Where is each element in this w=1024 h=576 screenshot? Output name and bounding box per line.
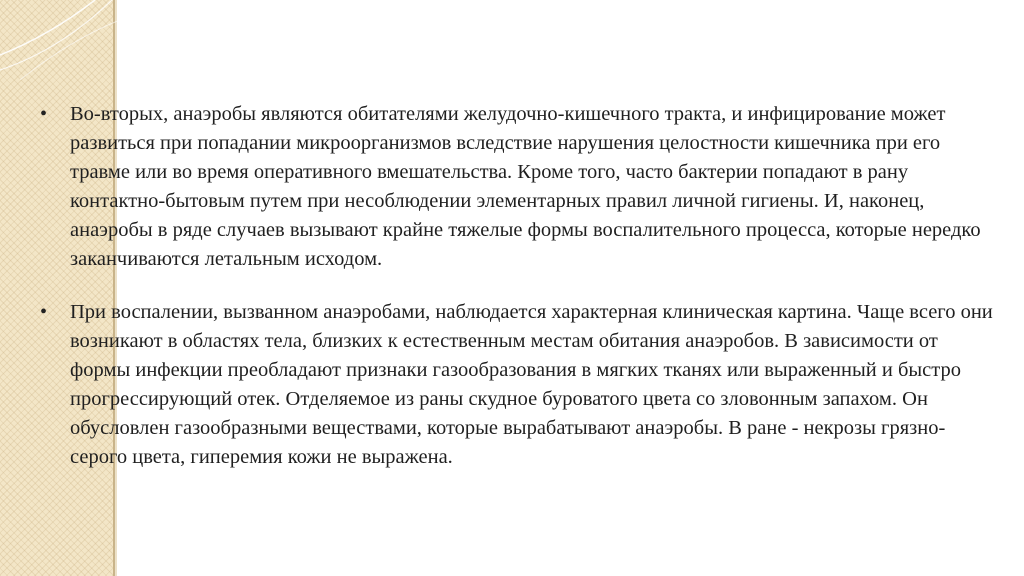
bullet-text: Во-вторых, анаэробы являются обитателями желудочно-кишечного тракта, и инфицирование может развиться при попадании микроорганизмов вследствие нарушения целостности кишечника при его травме или во время оперативного вмешательства. Кроме того, часто бактерии попадают в рану контактно-бытовым путем при несоблюдении элементарных правил личной гигиены. И, наконец, анаэробы в ряде случаев вызывают крайне тяжелые формы воспалительного процесса, которые нередко заканчиваются летальным исходом. — [70, 103, 981, 270]
bullet-marker: • — [40, 103, 48, 125]
slide-content — [40, 100, 1000, 496]
bullet-item-1 — [40, 100, 1000, 274]
decorative-curves-icon — [0, 0, 120, 80]
bullet-marker: • — [40, 301, 48, 323]
bullet-text: При воспалении, вызванном анаэробами, наблюдается характерная клиническая картина. Чаще всего они возникают в областях тела, близких к естественным местам обитания анаэробов. В зависимости от формы инфекции преобладают признаки газообразования в мягких тканях или выраженный и быстро прогрессирующий отек. Отделяемое из раны скудное буроватого цвета со зловонным запахом. Он обусловлен газообразными веществами, которые вырабатывают анаэробы. В ране - некрозы грязно-серого цвета, гиперемия кожи не выражена. — [70, 301, 993, 468]
bullet-item-2 — [40, 298, 1000, 472]
